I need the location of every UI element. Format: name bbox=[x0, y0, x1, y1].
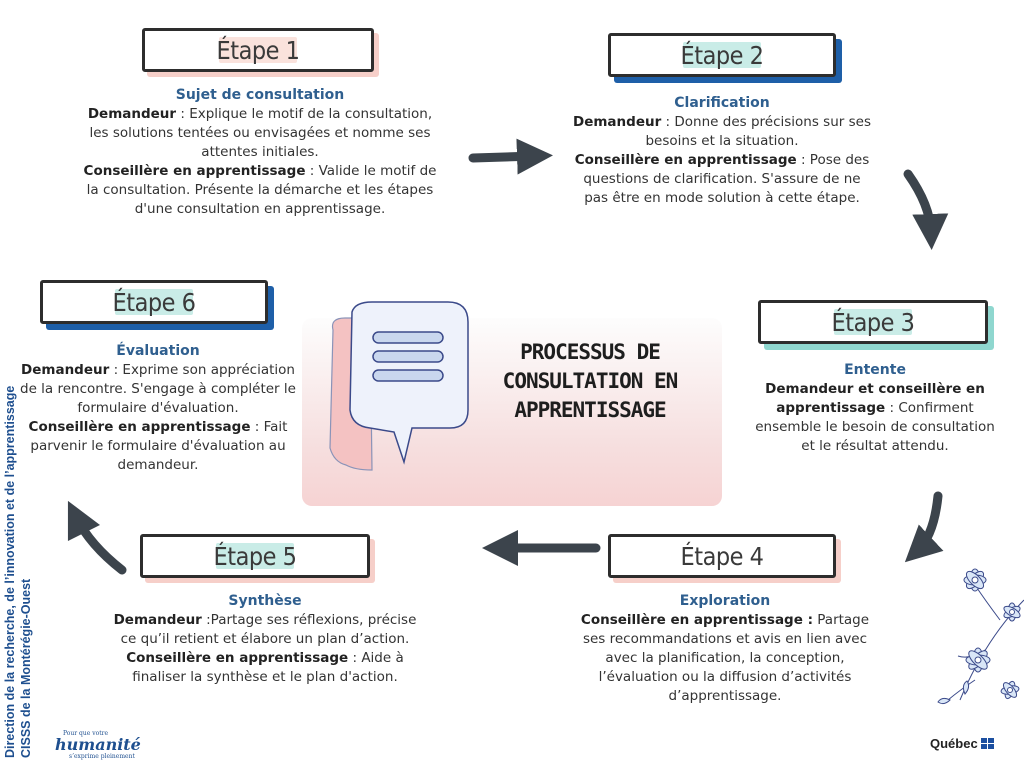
stage-5-label: Étape 5 bbox=[213, 541, 297, 571]
stage-2-box bbox=[608, 33, 836, 77]
arrow-right-icon bbox=[473, 156, 535, 158]
stage-5-text-2: : Aide à finaliser la synthèse et le plan d'action. bbox=[132, 650, 404, 685]
stage-2-label: Étape 2 bbox=[680, 40, 764, 70]
arrow-up-curve-icon bbox=[76, 517, 122, 570]
stage-4-box bbox=[608, 534, 836, 578]
stage-3-description bbox=[752, 361, 998, 456]
quebec-logo bbox=[930, 736, 994, 751]
stage-2-role-1: Demandeur bbox=[573, 114, 662, 130]
arrow-down-curve-icon bbox=[918, 496, 938, 550]
sidebar-vertical-text bbox=[0, 0, 36, 768]
center-title-line-1: PROCESSUS DE bbox=[520, 340, 660, 364]
stage-2-description bbox=[572, 94, 872, 208]
humanite-logo bbox=[55, 730, 145, 764]
stage-6-text-2: : Fait parvenir le formulaire d'évaluation au demandeur. bbox=[30, 419, 288, 473]
stage-1-role-2: Conseillère en apprentissage bbox=[83, 163, 306, 179]
humanite-logo-main: humanité bbox=[55, 735, 141, 754]
quebec-flag-icon bbox=[981, 738, 994, 749]
arrow-down-icon bbox=[908, 174, 931, 232]
stage-5-role-2: Conseillère en apprentissage bbox=[126, 650, 349, 666]
center-title-line-2: CONSULTATION EN bbox=[502, 369, 678, 393]
stage-5-description bbox=[112, 592, 418, 687]
stage-1-description bbox=[80, 86, 440, 219]
stage-4-text-1: Partage ses recommandations et avis en lien avec avec la planification, la conception, l’évaluation ou la diffusion d’activités d’apprentissage. bbox=[582, 612, 870, 704]
humanite-logo-bottom: s’exprime pleinement bbox=[69, 753, 135, 760]
stage-3-role-1: Demandeur et conseillère en apprentissage bbox=[765, 381, 985, 416]
quebec-logo-text: Québec bbox=[930, 736, 978, 751]
stage-4-role-1: Conseillère en apprentissage : bbox=[580, 612, 813, 628]
stage-1-text-2: : Valide le motif de la consultation. Présente la démarche et les étapes d'une consultation en apprentissage. bbox=[86, 163, 437, 217]
sidebar-line-2: CISSS de la Montérégie-Ouest bbox=[19, 578, 33, 758]
stage-4-title: Exploration bbox=[679, 593, 771, 609]
stage-5-box bbox=[140, 534, 370, 578]
stage-3-box bbox=[758, 300, 988, 344]
stage-5-role-1: Demandeur bbox=[113, 612, 202, 628]
stage-2-title: Clarification bbox=[674, 95, 770, 111]
stage-6-box bbox=[40, 280, 268, 324]
sidebar-line-1: Direction de la recherche, de l’innovation et de l’apprentissage bbox=[3, 385, 17, 758]
stage-1-title: Sujet de consultation bbox=[175, 87, 345, 103]
stage-3-title: Entente bbox=[844, 362, 906, 378]
stage-6-label: Étape 6 bbox=[112, 287, 196, 317]
stage-2-text-2: : Pose des questions de clarification. S'assure de ne pas être en mode solution à cette étape. bbox=[583, 152, 870, 206]
stage-3-label: Étape 3 bbox=[831, 307, 915, 337]
center-title bbox=[470, 338, 710, 425]
humanite-logo-top: Pour que votre bbox=[63, 730, 109, 737]
stage-1-box bbox=[142, 28, 374, 72]
stage-3-text-1: : Confirment ensemble le besoin de consultation et le résultat attendu. bbox=[755, 400, 995, 454]
stage-2-text-1: : Donne des précisions sur ses besoins et la situation. bbox=[645, 114, 871, 149]
stage-4-description bbox=[572, 592, 878, 706]
stage-1-label: Étape 1 bbox=[216, 35, 300, 65]
stage-2-role-2: Conseillère en apprentissage bbox=[574, 152, 797, 168]
stage-6-description bbox=[18, 342, 298, 475]
stage-4-label: Étape 4 bbox=[680, 541, 764, 571]
center-title-line-3: APPRENTISSAGE bbox=[514, 398, 666, 422]
stage-5-title: Synthèse bbox=[228, 593, 302, 609]
stage-6-title: Évaluation bbox=[116, 343, 200, 359]
stage-6-role-1: Demandeur bbox=[21, 362, 110, 378]
stage-6-text-1: : Exprime son appréciation de la rencontre. S'engage à compléter le formulaire d'évaluation. bbox=[20, 362, 296, 416]
stage-1-role-1: Demandeur bbox=[87, 106, 177, 122]
stage-1-text-1: : Explique le motif de la consultation, les solutions tentées ou envisagées et nomme ses attentes initiales. bbox=[89, 106, 433, 160]
stage-6-role-2: Conseillère en apprentissage bbox=[28, 419, 251, 435]
stage-5-text-1: :Partage ses réflexions, précise ce qu’il retient et élabore un plan d’action. bbox=[120, 612, 417, 647]
